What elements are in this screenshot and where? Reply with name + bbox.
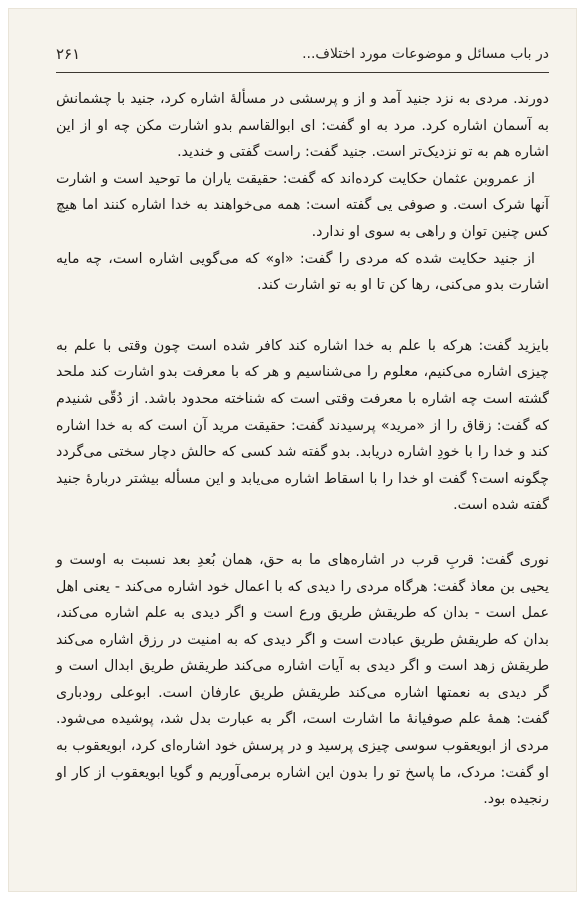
body-text bbox=[56, 86, 549, 813]
book-page bbox=[8, 8, 577, 892]
running-title: در باب مسائل و موضوعات مورد اختلاف... bbox=[302, 46, 549, 62]
paragraph-junayd-saying: از جنید حکایت شده که مردی را گفت: «او» که می‌گویی اشاره است، چه مایه اشارت بدو می‌کنی، رها کن تا او به تو اشارت کند. bbox=[56, 250, 549, 294]
header-rule bbox=[56, 72, 549, 73]
paragraph-bayazid: بایزید گفت: هرکه با علم به خدا اشاره کند کافر شده است چون وقتی با علم به چیزی اشاره می‌کنیم، معلوم را می‌شناسیم و هر که با معرفت بدو اشارت کند ملحد گشته است چه اشاره با معرفت وقتی است که شناخته محدود باشد. از دُقّی شنیدم که گفت: زقاق را از «مرید» پرسیدند گفت: حقیقت مرید آن است که به خدا اشاره کند و خدا را با خودِ اشاره دریابد. بدو گفته شد کسی که حالش دچار سختی می‌گردد چگونه است؟ گفت او خدا را با اسقاط اشاره می‌یابد و این مسأله بیشتر دربارهٔ جنید گفته شده است. bbox=[56, 337, 549, 514]
page-number: ۲۶۱ bbox=[56, 45, 81, 63]
page-header bbox=[56, 44, 549, 70]
paragraph-junayd-gesture: دورند. مردی به نزد جنید آمد و از و پرسشی در مسألهٔ اشاره کرد، جنید با چشمانش به آسمان اشاره کرد. مرد به او گفت: ای ابوالقاسم بدو اشارت مکن چه او از این اشاره هم به تو نزدیک‌تر است. جنید گفت: راست گفتی و خندید. bbox=[56, 91, 549, 161]
paragraph-amr-ibn-uthman: از عمروبن عثمان حکایت کرده‌اند که گفت: حقیقت یاران ما توحید است و اشارت آنها شرک است. و صوفی یی گفته است: همه می‌خواهند به خدا اشاره کنند اما هیچ کس چنین توان و راهی به سوی او ندارد. bbox=[56, 170, 549, 240]
paragraph-nuri: نوری گفت: قربِ قرب در اشاره‌های ما به حق، همان بُعدِ بعد نسبت به اوست و یحیی بن معاذ گفت: هرگاه مردی را دیدی که با اعمال خود اشاره می‌کند - یعنی اهل عمل است - بدان که طریقش طریق ورع است و اگر دیدی به علم اشاره می‌کند، بدان که طریقش طریق عبادت است و اگر دیدی که به امنیت در رزق اشاره می‌کند طریقش زهد است و اگر دیدی به آیات اشاره می‌کند طریقش طریق ابدال است و گر دیدی به نعمتها اشاره می‌کند طریقش طریق عارفان است. ابوعلی رودباری گفت: همهٔ علم صوفیانهٔ ما اشارت است، اگر به عبارت بدل شد، پوشیده می‌شود. مردی از ابویعقوب سوسی چیزی پرسید و در پرسش خود اشاره‌ای کرد، ابویعقوب به او گفت: مردک، ما پاسخ تو را بدون این اشاره برمی‌آوریم و گویا ابویعقوب از کار او رنجیده بود. bbox=[56, 551, 549, 808]
